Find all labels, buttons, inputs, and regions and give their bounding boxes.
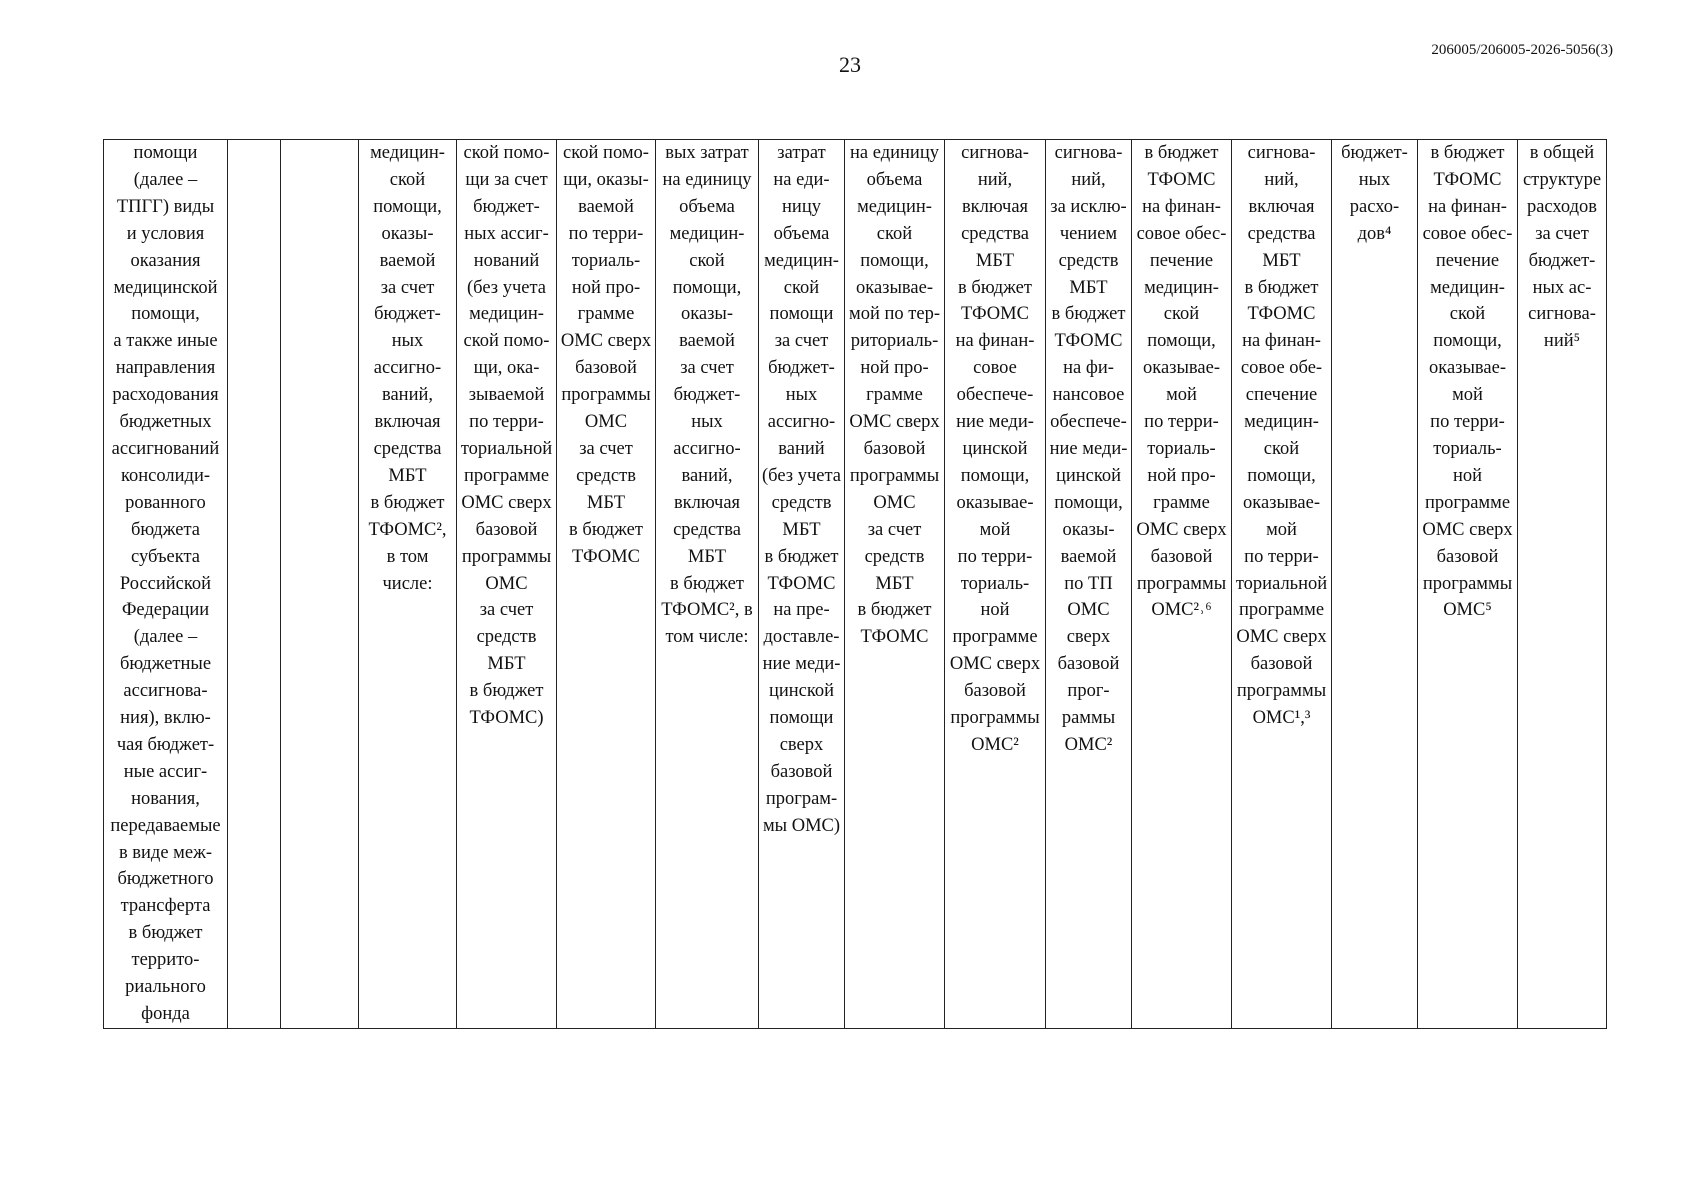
cell-text-line: ской (783, 277, 820, 298)
cell-text-line: базовой (575, 358, 637, 379)
cell-text-line: в том (386, 546, 429, 567)
cell-text-line: базовой (1250, 654, 1313, 675)
cell-text-line: мой по тер- (849, 304, 940, 325)
cell-text-line: ваемой (578, 196, 634, 217)
cell-text-line: бюджет- (1341, 143, 1408, 163)
cell-text-line: ной (980, 600, 1010, 621)
cell-text-line: ОМС сверх (1136, 519, 1227, 540)
cell-text-line: грамме (577, 304, 635, 325)
cell-text-line: в бюджет (670, 573, 744, 594)
cell-text-line: МБТ (1069, 277, 1108, 298)
cell-text-line: ОМС (485, 573, 528, 594)
cell-text-line: и условия (126, 223, 205, 244)
cell-text-line: риториаль- (850, 331, 939, 352)
cell-text-line: ваний (778, 438, 825, 459)
cell-text-line: ТФОМС) (469, 708, 544, 729)
cell-text-line: ОМС⁵ (1443, 600, 1492, 621)
cell-text-line: по терри- (469, 412, 544, 433)
table-cell (1232, 140, 1332, 1029)
cell-text-line: базовой (863, 438, 926, 459)
cell-text-line: фонда (141, 1004, 190, 1024)
table-cell (557, 140, 656, 1029)
cell-text-line: средств (864, 546, 925, 567)
cell-text-line: ассигнова- (123, 681, 208, 702)
table-cell (1418, 140, 1518, 1029)
cell-text-line: ассигно- (673, 438, 741, 459)
cell-text-line: по терри- (957, 546, 1033, 567)
cell-text-line: программы (561, 385, 651, 406)
cell-text-line: ОМС сверх (560, 331, 652, 352)
cell-text-line: МБТ (487, 654, 526, 675)
cell-text-line: печение (1435, 250, 1500, 271)
cell-text-line: ния), вклю- (120, 708, 211, 729)
cell-text-line: бюджет- (1528, 250, 1596, 271)
cell-text-line: МБТ (687, 546, 727, 567)
cell-text-line: за счет (479, 600, 534, 621)
cell-text-line: медицин- (857, 196, 932, 217)
cell-text-line: помощи, (672, 277, 742, 298)
cell-text-line: базовой (475, 519, 538, 540)
cell-text-line: Российской (119, 573, 212, 594)
cell-text-line: бюджетных (119, 412, 212, 433)
table-cell (457, 140, 557, 1029)
table-cell (845, 140, 945, 1029)
cell-text-line: цинской (768, 681, 835, 702)
cell-text-line: затрат (777, 143, 826, 163)
cell-text-line: программы (849, 465, 940, 486)
cell-text-line: на финан- (1242, 331, 1321, 352)
cell-text-line: МБТ (388, 465, 427, 486)
cell-text-line: медицин- (1430, 277, 1505, 298)
cell-text-line: Федерации (121, 600, 210, 621)
cell-text-line: ассигно- (373, 358, 442, 379)
table-cell (359, 140, 457, 1029)
cell-text-line: (без учета (762, 465, 841, 486)
cell-text-line: программе (1238, 600, 1325, 621)
table-cell (228, 140, 281, 1029)
cell-text-line: бюджет- (473, 196, 540, 217)
cell-text-line: чением (1059, 223, 1118, 244)
cell-text-line: бюджетные (119, 654, 212, 675)
cell-text-line: ОМС²˒⁶ (1151, 600, 1212, 621)
cell-text-line: грамме (866, 385, 923, 406)
cell-text-line: чая бюджет- (116, 734, 215, 755)
cell-text-line: программы (950, 708, 1040, 729)
cell-text-line: программы (1136, 573, 1227, 594)
cell-text-line: ний⁵ (1543, 331, 1581, 352)
cell-text-line: МБТ (586, 492, 626, 513)
cell-text-line: за счет (579, 438, 633, 459)
cell-text-line: (далее – (133, 169, 198, 190)
cell-text-line: бюджет- (673, 385, 741, 406)
cell-text-line: ваемой (1060, 546, 1117, 567)
cell-text-line: помощи, (131, 304, 200, 325)
cell-text-line: спечение (1245, 385, 1318, 406)
cell-text-line: ОМС сверх (461, 492, 552, 513)
cell-text-line: медицин- (1244, 412, 1319, 433)
cell-text-line: объема (679, 196, 735, 217)
cell-text-line: ний, (977, 169, 1013, 190)
cell-text-line: медицин- (1144, 277, 1219, 298)
cell-text-line: оказы- (1062, 519, 1115, 540)
cell-text-line: щи за счет (465, 169, 548, 190)
cell-text-line: ОМС сверх (1236, 627, 1327, 648)
cell-text-line: в бюджет (128, 923, 203, 944)
cell-text-line: обеспече- (956, 385, 1034, 406)
cell-text-line: передаваемые (110, 815, 221, 836)
cell-text-line: совое обес- (1422, 223, 1513, 244)
cell-text-line: ваний, (381, 385, 434, 406)
cell-text-line: базовой (1150, 546, 1213, 567)
cell-text-line: расходов (1526, 196, 1598, 217)
cell-text-line: обеспече- (1050, 412, 1127, 433)
cell-text-line: объема (773, 223, 830, 244)
cell-text-line: медицин- (370, 143, 445, 163)
cell-text-line: том числе: (665, 627, 749, 648)
cell-text-line: ОМС сверх (1422, 519, 1513, 540)
cell-text-line: сигнова- (961, 143, 1029, 163)
cell-text-line: оказывае- (856, 277, 933, 298)
cell-text-line: в общей (1529, 143, 1595, 163)
cell-text-line: базовой (1057, 654, 1120, 675)
cell-text-line: ных (691, 412, 723, 433)
table-cell (104, 140, 228, 1029)
cell-text-line: ской помо- (463, 331, 550, 352)
cell-text-line: ных (785, 385, 818, 406)
cell-text-line: расходования (112, 385, 219, 406)
cell-text-line: ТФОМС (1054, 331, 1123, 352)
cell-text-line: на единицу (662, 169, 752, 190)
cell-text-line: ные ассиг- (123, 761, 208, 782)
cell-text-line: ОМС (873, 492, 916, 513)
cell-text-line: прог- (1067, 681, 1110, 702)
cell-text-line: МБТ (875, 573, 914, 594)
cell-text-line: программы (1422, 573, 1513, 594)
cell-text-line: бюджет- (768, 358, 835, 379)
cell-text-line: ТФОМС (767, 573, 836, 594)
cell-text-line: програм- (765, 788, 838, 809)
cell-text-line: помощи (133, 143, 198, 163)
cell-text-line: ассигно- (767, 412, 836, 433)
table-cell (281, 140, 359, 1029)
cell-text-line: рованного (125, 492, 206, 513)
cell-text-line: в бюджет (469, 681, 544, 702)
cell-text-line: помощи, (1247, 465, 1316, 486)
table-cell (759, 140, 845, 1029)
cell-text-line: ториальной (1235, 573, 1328, 594)
cell-text-line: в бюджет (1144, 143, 1219, 163)
cell-text-line: оказывае- (1429, 358, 1506, 379)
cell-text-line: ассигнований (111, 438, 220, 459)
cell-text-line: программы (1236, 681, 1327, 702)
cell-text-line: включая (961, 196, 1029, 217)
cell-text-line: ТФОМС (1247, 304, 1316, 325)
cell-text-line: ОМС² (1064, 734, 1113, 755)
cell-text-line: ОМС¹,³ (1252, 708, 1311, 729)
cell-text-line: в бюджет (1244, 277, 1319, 298)
cell-text-line: печение (1149, 250, 1214, 271)
cell-text-line: оказывае- (956, 492, 1034, 513)
cell-text-line: ТФОМС², (368, 519, 447, 540)
cell-text-line: базовой (770, 761, 833, 782)
cell-text-line: на фи- (1063, 358, 1114, 379)
cell-text-line: бюджета (131, 519, 200, 540)
cell-text-line: за счет (867, 519, 922, 540)
cell-text-line: средств (476, 627, 537, 648)
cell-text-line: ние меди- (956, 412, 1034, 433)
cell-text-line: за счет (1535, 223, 1589, 244)
cell-text-line: террито- (131, 950, 200, 971)
cell-text-line: трансферта (120, 896, 211, 917)
cell-text-line: щи, ока- (473, 358, 540, 379)
cell-text-line: ториаль- (1147, 438, 1216, 459)
cell-text-line: совое обес- (1136, 223, 1227, 244)
cell-text-line: доставле- (763, 627, 840, 648)
cell-text-line: по терри- (1430, 412, 1505, 433)
cell-text-line: в бюджет (569, 519, 643, 540)
cell-text-line: ной про- (860, 358, 929, 379)
cell-text-line: по терри- (568, 223, 644, 244)
cell-text-line: включая (673, 492, 741, 513)
cell-text-line: консолиди- (120, 465, 211, 486)
document-code: 206005/206005-2026-5056(3) (1431, 42, 1613, 58)
cell-text-line: помощи, (860, 250, 929, 271)
cell-text-line: средств (576, 465, 636, 486)
cell-text-line: в бюджет (1430, 143, 1505, 163)
cell-text-line: на финан- (955, 331, 1035, 352)
table-container (103, 139, 1606, 1029)
page-number: 23 (839, 52, 861, 77)
cell-text-line: цинской (1055, 465, 1122, 486)
cell-text-line: бюджет- (374, 304, 441, 325)
cell-text-line: ториальной (460, 438, 553, 459)
cell-text-line: включая (1248, 196, 1315, 217)
cell-text-line: нования, (131, 788, 200, 809)
table-cell (1332, 140, 1418, 1029)
cell-text-line: ториаль- (960, 573, 1030, 594)
cell-text-line: ние меди- (762, 654, 841, 675)
cell-text-line: ницу (782, 196, 821, 217)
cell-text-line: ской (1449, 304, 1486, 325)
cell-text-line: в виде меж- (118, 842, 213, 863)
cell-text-line: ской помо- (463, 143, 550, 163)
cell-text-line: включая (374, 412, 441, 433)
table-cell (1046, 140, 1132, 1029)
cell-text-line: в бюджет (764, 546, 839, 567)
cell-text-line: ТФОМС², в (661, 600, 753, 621)
cell-text-line: сверх (1066, 627, 1111, 648)
cell-text-line: сигнова- (1054, 143, 1123, 163)
cell-text-line: медицин- (669, 223, 745, 244)
cell-text-line: бюджетного (117, 869, 214, 890)
cell-text-line: средства (373, 438, 442, 459)
cell-text-line: базовой (964, 681, 1026, 702)
cell-text-line: на еди- (773, 169, 830, 190)
cell-text-line: на финан- (1142, 196, 1221, 217)
cell-text-line: сигнова- (1247, 143, 1316, 163)
cell-text-line: сверх (779, 734, 824, 755)
cell-text-line: ваемой (679, 331, 735, 352)
cell-text-line: в бюджет (1051, 304, 1126, 325)
cell-text-line: ных ас- (1532, 277, 1592, 298)
cell-text-line: ний, (1071, 169, 1106, 190)
cell-text-line: помощи (769, 708, 834, 729)
cell-text-line: за счет (774, 331, 829, 352)
cell-text-line: совое обе- (1240, 358, 1323, 379)
cell-text-line: ТФОМС (1433, 169, 1502, 190)
cell-text-line: медицин- (764, 250, 839, 271)
cell-text-line: зываемой (468, 385, 545, 406)
cell-text-line: помощи, (373, 196, 442, 217)
cell-text-line: МБТ (1262, 250, 1301, 271)
cell-text-line: сигнова- (1528, 304, 1596, 325)
cell-text-line: ных ассиг- (464, 223, 549, 244)
cell-text-line: базовой (1436, 546, 1499, 567)
table-row (104, 140, 1607, 1029)
table-cell (945, 140, 1046, 1029)
table-cell (656, 140, 759, 1029)
cell-text-line: цинской (962, 438, 1028, 459)
cell-text-line: ваемой (379, 250, 436, 271)
table-cell (1132, 140, 1232, 1029)
cell-text-line: ской помо- (563, 143, 649, 163)
cell-text-line: ОМС (584, 412, 628, 433)
cell-text-line: ОМС сверх (949, 654, 1041, 675)
cell-text-line: по терри- (1244, 546, 1319, 567)
cell-text-line: медицин- (469, 304, 544, 325)
cell-text-line: совое (973, 358, 1017, 379)
cell-text-line: дов⁴ (1357, 223, 1392, 244)
cell-text-line: объема (866, 169, 923, 190)
cell-text-line: ний, (1264, 169, 1299, 190)
cell-text-line: нансовое (1052, 385, 1125, 406)
cell-text-line: ской (389, 169, 426, 190)
cell-text-line: оказы- (680, 304, 734, 325)
cell-text-line: помощи, (1054, 492, 1123, 513)
cell-text-line: в бюджет (958, 277, 1032, 298)
budget-table (103, 139, 1607, 1029)
cell-text-line: оказы- (381, 223, 434, 244)
cell-text-line: вых затрат (665, 143, 749, 163)
cell-text-line: мой (1452, 385, 1483, 406)
cell-text-line: нований (473, 250, 540, 271)
cell-text-line: ной про- (571, 277, 641, 298)
cell-text-line: ской (1163, 304, 1200, 325)
cell-text-line: программе (952, 627, 1038, 648)
cell-text-line: субъекта (131, 546, 200, 567)
cell-text-line: ТФОМС (961, 304, 1029, 325)
cell-text-line: (без учета (467, 277, 546, 298)
cell-text-line: средств (1058, 250, 1119, 271)
cell-text-line: ние меди- (1049, 438, 1128, 459)
cell-text-line: в бюджет (857, 600, 932, 621)
cell-text-line: на пре- (773, 600, 830, 621)
cell-text-line: средства (961, 223, 1029, 244)
cell-text-line: за счет (380, 277, 435, 298)
cell-text-line: мой (1266, 519, 1297, 540)
cell-text-line: ториаль- (1433, 438, 1502, 459)
cell-text-line: по терри- (1144, 412, 1219, 433)
cell-text-line: на финан- (1428, 196, 1507, 217)
cell-text-line: ТФОМС (1147, 169, 1216, 190)
cell-text-line: щи, оказы- (563, 169, 649, 190)
cell-text-line: средств (771, 492, 832, 513)
cell-text-line: расхо- (1349, 196, 1400, 217)
cell-text-line: ваний, (681, 465, 733, 486)
cell-text-line: за исклю- (1050, 196, 1127, 217)
cell-text-line: оказания (130, 250, 201, 271)
cell-text-line: за счет (680, 358, 734, 379)
cell-text-line: помощи, (1433, 331, 1502, 352)
cell-text-line: а также иные (113, 331, 218, 352)
cell-text-line: программе (463, 465, 550, 486)
cell-text-line: ТФОМС (572, 546, 640, 567)
cell-text-line: (далее – (133, 627, 198, 648)
cell-text-line: ной про- (1147, 465, 1216, 486)
cell-text-line: ской (689, 250, 725, 271)
cell-text-line: мы ОМС) (762, 815, 841, 836)
cell-text-line: мой (1166, 385, 1197, 406)
cell-text-line: МБТ (975, 250, 1015, 271)
cell-text-line: МБТ (782, 519, 821, 540)
cell-text-line: по ТП (1064, 573, 1113, 594)
cell-text-line: средства (1247, 223, 1316, 244)
cell-text-line: средства (673, 519, 741, 540)
cell-text-line: ных (391, 331, 424, 352)
cell-text-line: ОМС (1067, 600, 1110, 621)
cell-text-line: раммы (1061, 708, 1116, 729)
cell-text-line: помощи, (960, 465, 1030, 486)
cell-text-line: ской (876, 223, 913, 244)
cell-text-line: оказывае- (1243, 492, 1320, 513)
cell-text-line: ной (1452, 465, 1483, 486)
cell-text-line: числе: (382, 573, 433, 594)
cell-text-line: риального (125, 977, 206, 998)
cell-text-line: структуре (1522, 169, 1602, 190)
cell-text-line: в бюджет (370, 492, 445, 513)
cell-text-line: ТФОМС (860, 627, 929, 648)
cell-text-line: помощи (769, 304, 834, 325)
cell-text-line: программы (461, 546, 552, 567)
cell-text-line: помощи, (1147, 331, 1216, 352)
table-cell (1518, 140, 1607, 1029)
cell-text-line: мой (979, 519, 1011, 540)
cell-text-line: оказывае- (1143, 358, 1220, 379)
cell-text-line: направления (115, 358, 216, 379)
cell-text-line: ОМС сверх (849, 412, 940, 433)
cell-text-line: ториаль- (571, 250, 641, 271)
cell-text-line: ных (1358, 169, 1391, 190)
cell-text-line: ской (1263, 438, 1300, 459)
cell-text-line: грамме (1153, 492, 1210, 513)
cell-text-line: программе (1424, 492, 1511, 513)
cell-text-line: ТПГГ) виды (116, 196, 215, 217)
cell-text-line: на единицу (850, 143, 939, 163)
cell-text-line: ОМС² (971, 734, 1019, 755)
cell-text-line: медицинской (113, 277, 218, 298)
